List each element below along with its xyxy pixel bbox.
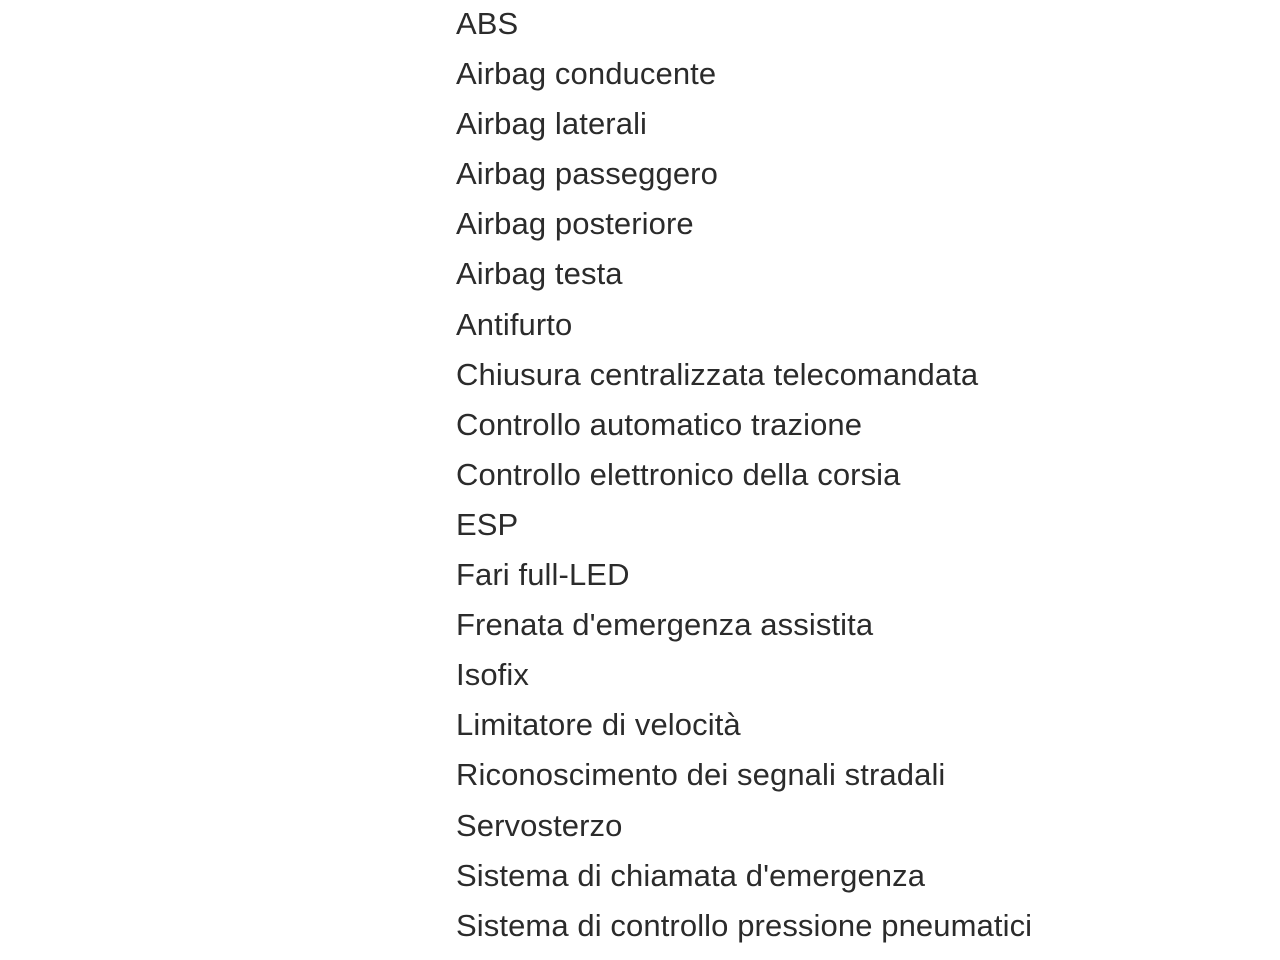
feature-item-antifurto: Antifurto	[456, 306, 573, 342]
feature-item-frenata-emergenza: Frenata d'emergenza assistita	[456, 607, 874, 643]
feature-item-limitatore-velocita: Limitatore di velocità	[456, 707, 741, 743]
feature-item-pressione-pneumatici: Sistema di controllo pressione pneumatici	[456, 907, 1033, 943]
feature-item-isofix: Isofix	[456, 657, 529, 693]
feature-item-riconoscimento-segnali: Riconoscimento dei segnali stradali	[456, 757, 946, 793]
feature-item-fari-full-led: Fari full-LED	[456, 557, 630, 593]
feature-item-servosterzo: Servosterzo	[456, 807, 623, 843]
feature-item-chiamata-emergenza: Sistema di chiamata d'emergenza	[456, 857, 926, 893]
feature-item-abs: ABS	[456, 6, 519, 41]
feature-item-airbag-laterali: Airbag laterali	[456, 106, 648, 142]
feature-item-airbag-conducente: Airbag conducente	[456, 56, 717, 92]
feature-item-controllo-corsia: Controllo elettronico della corsia	[456, 456, 901, 492]
feature-item-airbag-passeggero: Airbag passeggero	[456, 156, 718, 192]
feature-item-chiusura-centralizzata: Chiusura centralizzata telecomandata	[456, 356, 979, 392]
feature-list	[456, 0, 1032, 952]
feature-item-controllo-trazione: Controllo automatico trazione	[456, 406, 863, 442]
feature-item-airbag-testa: Airbag testa	[456, 256, 623, 292]
feature-item-esp: ESP	[456, 506, 519, 542]
feature-item-airbag-posteriore: Airbag posteriore	[456, 206, 694, 242]
